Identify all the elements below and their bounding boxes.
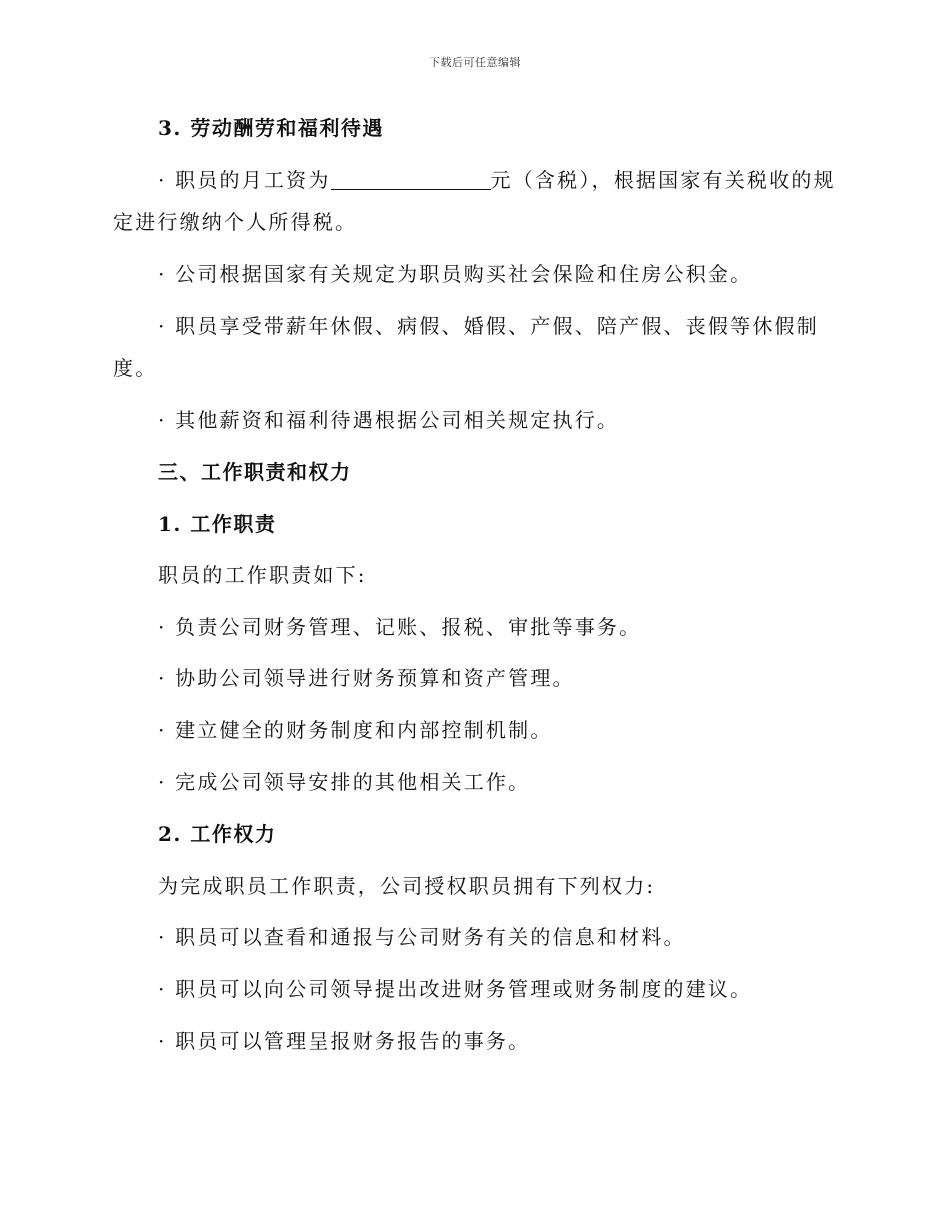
power-item: · 职员可以向公司领导提出改进财务管理或财务制度的建议。 <box>158 977 753 1001</box>
section-3-heading: 3. 劳动酬劳和福利待遇 <box>158 116 384 140</box>
leave-paragraph-line1: · 职员享受带薪年休假、病假、婚假、产假、陪产假、丧假等休假制 <box>158 314 819 338</box>
powers-heading: 2. 工作权力 <box>158 822 277 846</box>
leave-paragraph-line2: 度。 <box>113 356 158 380</box>
duty-item: · 协助公司领导进行财务预算和资产管理。 <box>158 666 575 690</box>
duty-item: · 负责公司财务管理、记账、报税、审批等事务。 <box>158 615 642 639</box>
duty-item: · 完成公司领导安排的其他相关工作。 <box>158 770 531 794</box>
salary-suffix: 元（含税），根据国家有关税收的规 <box>490 168 836 192</box>
salary-paragraph-line1 <box>158 168 836 192</box>
page-header: 下载后可任意编辑 <box>429 56 521 69</box>
salary-blank-field <box>331 169 491 190</box>
duty-item: · 建立健全的财务制度和内部控制机制。 <box>158 718 553 742</box>
chapter-3-heading: 三、工作职责和权力 <box>158 460 352 484</box>
duties-heading: 1. 工作职责 <box>158 512 277 536</box>
salary-paragraph-line2: 定进行缴纳个人所得税。 <box>113 210 358 234</box>
duties-intro: 职员的工作职责如下: <box>158 563 367 587</box>
insurance-paragraph: · 公司根据国家有关规定为职员购买社会保险和住房公积金。 <box>158 262 753 286</box>
power-item: · 职员可以查看和通报与公司财务有关的信息和材料。 <box>158 925 686 949</box>
power-item: · 职员可以管理呈报财务报告的事务。 <box>158 1029 531 1053</box>
other-benefits-paragraph: · 其他薪资和福利待遇根据公司相关规定执行。 <box>158 408 620 432</box>
salary-prefix: · 职员的月工资为 <box>158 168 331 192</box>
powers-intro: 为完成职员工作职责，公司授权职员拥有下列权力: <box>158 874 656 898</box>
